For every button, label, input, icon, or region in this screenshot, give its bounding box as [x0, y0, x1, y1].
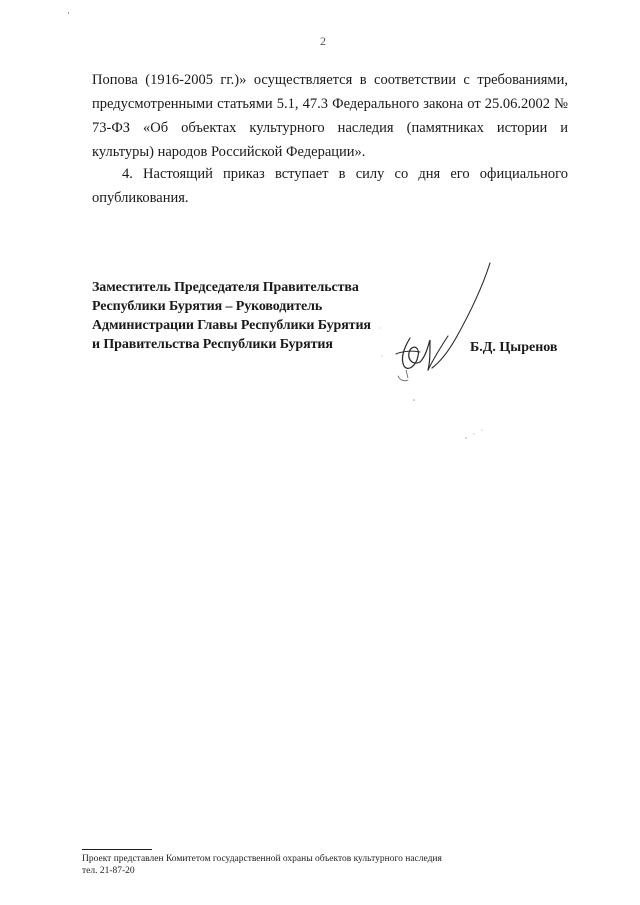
paragraph-2: 4. Настоящий приказ вступает в силу со дня его официального опубликования. [92, 166, 568, 206]
signer-position-line: и Правительства Республики Бурятия [92, 337, 333, 352]
signer-name: Б.Д. Цыренов [470, 340, 558, 355]
signer-position [92, 278, 412, 354]
paragraph-1-line: предусмотренными статьями 5.1, 47.3 Федерального закона от 25.06.2002 № [92, 96, 568, 112]
signer-position-line: Заместитель Председателя Правительства [92, 280, 359, 295]
footnote-divider [82, 849, 152, 850]
scan-speck [68, 12, 69, 14]
paragraph-1-last-line: культуры) народов Российской Федерации». [92, 144, 366, 160]
signer-position-line: Администрации Главы Республики Бурятия [92, 318, 371, 333]
footnote-phone: тел. 21-87-20 [82, 866, 135, 876]
footnote [82, 853, 442, 877]
footnote-line: Проект представлен Комитетом государственной охраны объектов культурного наследия [82, 854, 442, 864]
paragraph-1-line: Попова (1916-2005 гг.)» осуществляется в соответствии с требованиями, [92, 72, 568, 88]
signer-position-line: Республики Бурятия – Руководитель [92, 299, 323, 314]
paragraph-1 [92, 68, 568, 140]
page-number: 2 [320, 34, 326, 48]
paragraph-1-line: 73-ФЗ «Об объектах культурного наследия (памятниках истории и [92, 120, 568, 136]
